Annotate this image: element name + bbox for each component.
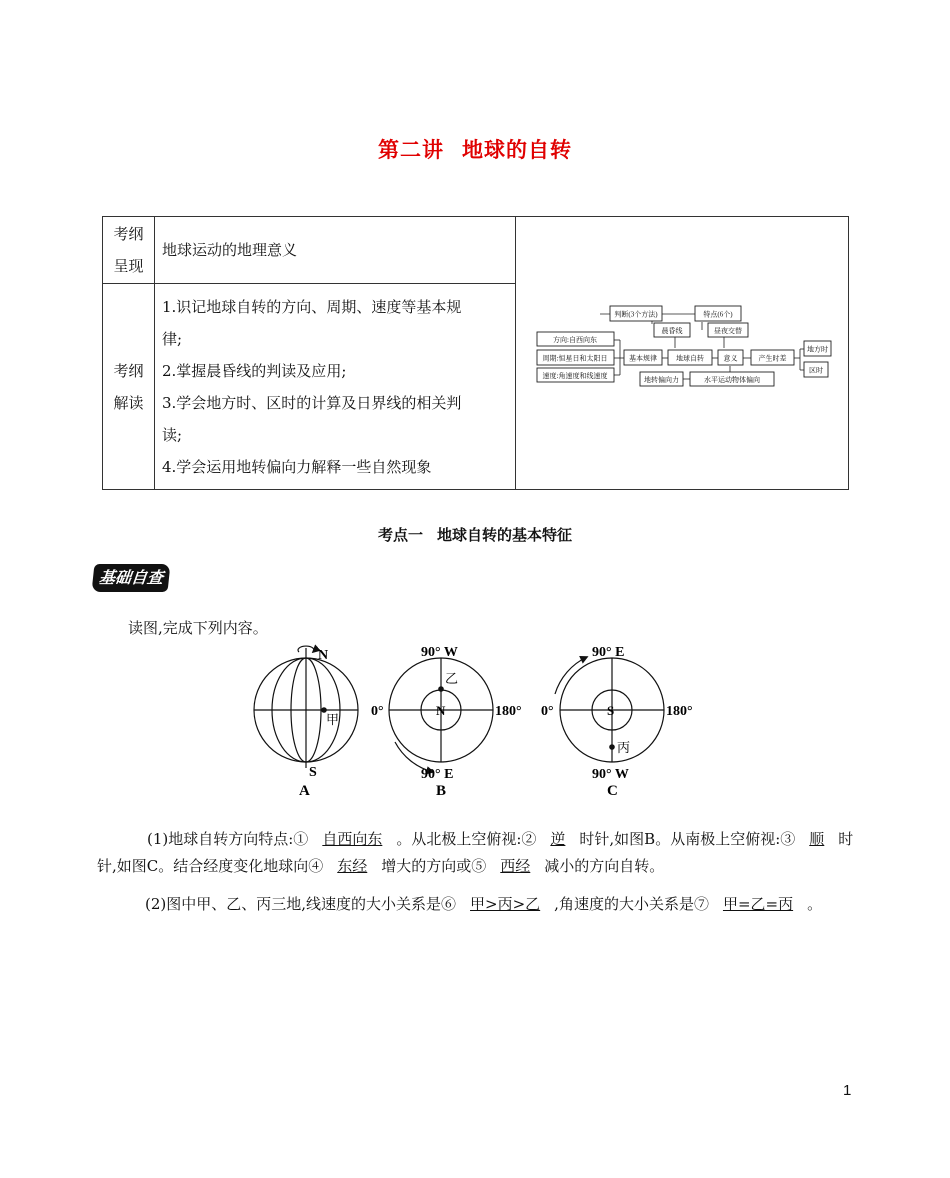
globe-a-caption: A <box>299 783 310 799</box>
globe-c-point-label: 丙 <box>617 740 631 755</box>
answer-2: 逆 <box>550 830 566 848</box>
map-node-day-night: 昼夜交替 <box>714 327 742 335</box>
basic-review-badge: 基础自查 <box>92 564 171 592</box>
map-node-deflection: 水平运动物体偏向 <box>704 376 760 384</box>
answer-6: 甲>丙>乙 <box>470 895 541 913</box>
map-node-features: 特点(6个) <box>703 310 733 319</box>
map-node-judge: 判断(3个方法) <box>614 310 658 319</box>
syllabus-item: 读; <box>162 425 183 444</box>
label-syllabus-interpretation: 考纲 解读 <box>103 284 155 490</box>
point-yi-marker <box>438 686 444 692</box>
globe-a-north-label: N <box>318 648 329 663</box>
map-node-rotation: 地球自转 <box>676 354 704 363</box>
globe-b-caption: B <box>436 783 447 799</box>
syllabus-table <box>102 216 849 490</box>
title-lecture: 第二讲 <box>378 138 444 162</box>
globe-b-top-label: 90° W <box>421 645 458 660</box>
answer-1: 自西向东 <box>322 830 383 848</box>
label-syllabus-presentation: 考纲 呈现 <box>103 217 155 284</box>
question-2: (2)图中甲、乙、丙三地,线速度的大小关系是⑥ 甲>丙>乙 ,角速度的大小关系是⑦ 甲=乙=丙 。 <box>145 895 823 913</box>
globe-b-right-label: 180° <box>495 704 522 719</box>
rotation-figure <box>240 642 710 802</box>
globe-b-bottom-label: 90° E <box>421 767 454 782</box>
page-title <box>0 134 950 164</box>
title-topic: 地球的自转 <box>462 138 572 162</box>
globe-a-south-label: S <box>309 765 317 780</box>
globe-c-caption: C <box>607 783 618 799</box>
concept-map-cell <box>516 217 849 490</box>
syllabus-items <box>155 284 516 490</box>
syllabus-item: 2.掌握晨昏线的判读及应用; <box>162 361 347 380</box>
answer-4: 东经 <box>337 857 368 875</box>
syllabus-item: 3.学会地方时、区时的计算及日界线的相关判 <box>162 393 462 412</box>
map-node-time-difference: 产生时差 <box>758 354 787 363</box>
map-node-local-time: 地方时 <box>807 345 828 354</box>
point-bing-marker <box>609 744 615 750</box>
question-1: (1)地球自转方向特点:① 自西向东 。从北极上空俯视:② 逆 时针,如图B。从南极上空俯视:③ 顺 时针,如图C。结合经度变化地球向④ 东经 增大的方向或⑤ 西经 减小的方向自转。 <box>97 830 854 875</box>
globe-c-pole-label: S <box>607 703 615 718</box>
answer-5: 西经 <box>500 857 531 875</box>
map-node-period: 周期:恒星日和太阳日 <box>542 354 608 363</box>
intro-instruction: 读图,完成下列内容。 <box>128 619 268 637</box>
answer-7: 甲=乙=丙 <box>722 895 794 913</box>
map-node-speed: 速度:角速度和线速度 <box>542 372 608 380</box>
globe-c-right-label: 180° <box>666 704 693 719</box>
globe-c-bottom-label: 90° W <box>592 767 629 782</box>
globe-b-pole-label: N <box>436 703 446 718</box>
globe-b-point-label: 乙 <box>445 671 459 686</box>
map-node-meaning: 意义 <box>723 354 738 363</box>
page-number: 1 <box>843 1082 852 1099</box>
globe-a-point-label: 甲 <box>326 712 340 727</box>
concept-map <box>532 298 832 408</box>
globe-c-left-label: 0° <box>541 704 554 719</box>
syllabus-item: 4.学会运用地转偏向力解释一些自然现象 <box>162 457 432 476</box>
answer-3: 顺 <box>809 830 825 848</box>
map-node-coriolis: 地转偏向力 <box>644 376 679 384</box>
globe-b-left-label: 0° <box>371 704 384 719</box>
globe-c-top-label: 90° E <box>592 645 625 660</box>
map-node-terminator: 晨昏线 <box>661 327 683 335</box>
map-node-direction: 方向:自西向东 <box>553 336 597 344</box>
map-node-zone-time: 区时 <box>809 366 823 375</box>
globe-a <box>254 646 358 768</box>
syllabus-item: 律; <box>162 329 183 348</box>
section-title: 考点一 地球自转的基本特征 <box>377 526 573 544</box>
syllabus-requirement: 地球运动的地理意义 <box>155 217 516 284</box>
syllabus-item: 1.识记地球自转的方向、周期、速度等基本规 <box>162 297 462 316</box>
map-node-basic-law: 基本规律 <box>629 354 657 363</box>
